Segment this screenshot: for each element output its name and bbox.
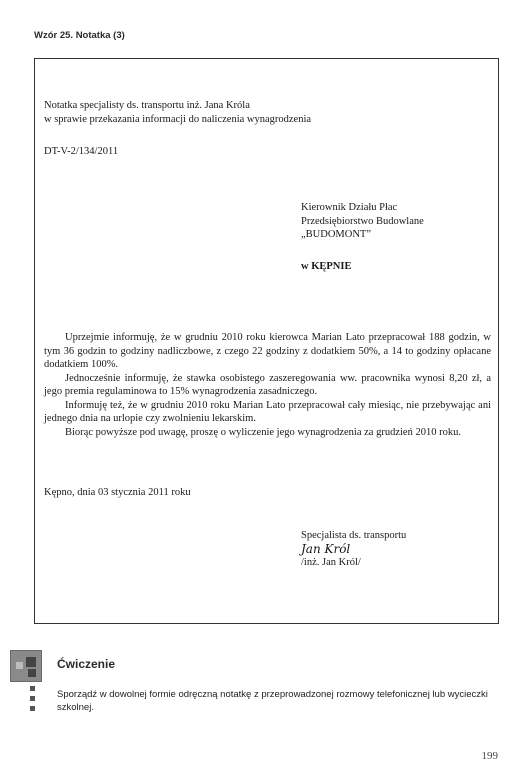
exercise-bullet-icon xyxy=(30,696,35,701)
document-body xyxy=(44,331,491,439)
recipient-line-2: Przedsiębiorstwo Budowlane xyxy=(301,215,424,227)
recipient-city: w KĘPNIE xyxy=(301,261,352,272)
page-number: 199 xyxy=(481,750,498,762)
recipient-block xyxy=(301,201,424,242)
document-title xyxy=(44,99,311,126)
signature-role: Specjalista ds. transportu xyxy=(301,530,407,541)
place-date: Kępno, dnia 03 stycznia 2011 roku xyxy=(44,487,191,498)
exercise-bullet-icon xyxy=(30,706,35,711)
exercise-text: Sporządź w dowolnej formie odręczną notatkę z przeprowadzonej rozmowy telefonicznej lub wycieczki szkolnej. xyxy=(57,689,488,713)
exercise-icon-square-light xyxy=(16,662,23,669)
body-paragraph: Uprzejmie informuję, że w grudniu 2010 roku kierowca Marian Lato przepracował 188 godzin, w tym 36 godzin to godziny nadliczbowe, z czego 22 godziny z dodatkiem 50%, a 14 to godziny opłacane dodatkiem 100%. xyxy=(44,332,491,370)
recipient-line-1: Kierownik Działu Płac xyxy=(301,202,398,213)
document-frame xyxy=(34,58,499,624)
exercise-bullet-icon xyxy=(30,686,35,691)
exercise-icon-square-small xyxy=(28,669,36,677)
recipient-line-3: „BUDOMONT” xyxy=(301,229,371,240)
signature-printed-name: /inż. Jan Król/ xyxy=(301,556,361,568)
body-paragraph: Jednocześnie informuję, że stawka osobistego zaszeregowania ww. pracownika wynosi 8,20 zł, a jego premia regulaminowa to 15% wynagrodzenia zasadniczego. xyxy=(44,372,491,397)
exercise-icon-square-dark xyxy=(26,657,36,667)
body-paragraph: Informuję też, że w grudniu 2010 roku Marian Lato przepracował cały miesiąc, nie przebywając ani jednego dnia na urlopie czy zwolnieniu lekarskim. xyxy=(44,399,491,424)
exercise-icon xyxy=(10,650,42,682)
document-title-line-2: w sprawie przekazania informacji do naliczenia wynagrodzenia xyxy=(44,113,312,125)
document-title-line-1: Notatka specjalisty ds. transportu inż. Jana Króla xyxy=(44,100,250,111)
reference-number: DT-V-2/134/2011 xyxy=(44,146,119,157)
handwritten-signature: Jan Król xyxy=(301,541,351,556)
signature-block xyxy=(301,529,406,569)
exercise-title: Ćwiczenie xyxy=(57,657,116,671)
page-heading: Wzór 25. Notatka (3) xyxy=(34,30,125,41)
body-paragraph: Biorąc powyższe pod uwagę, proszę o wyliczenie jego wynagrodzenia za grudzień 2010 roku. xyxy=(65,426,461,438)
